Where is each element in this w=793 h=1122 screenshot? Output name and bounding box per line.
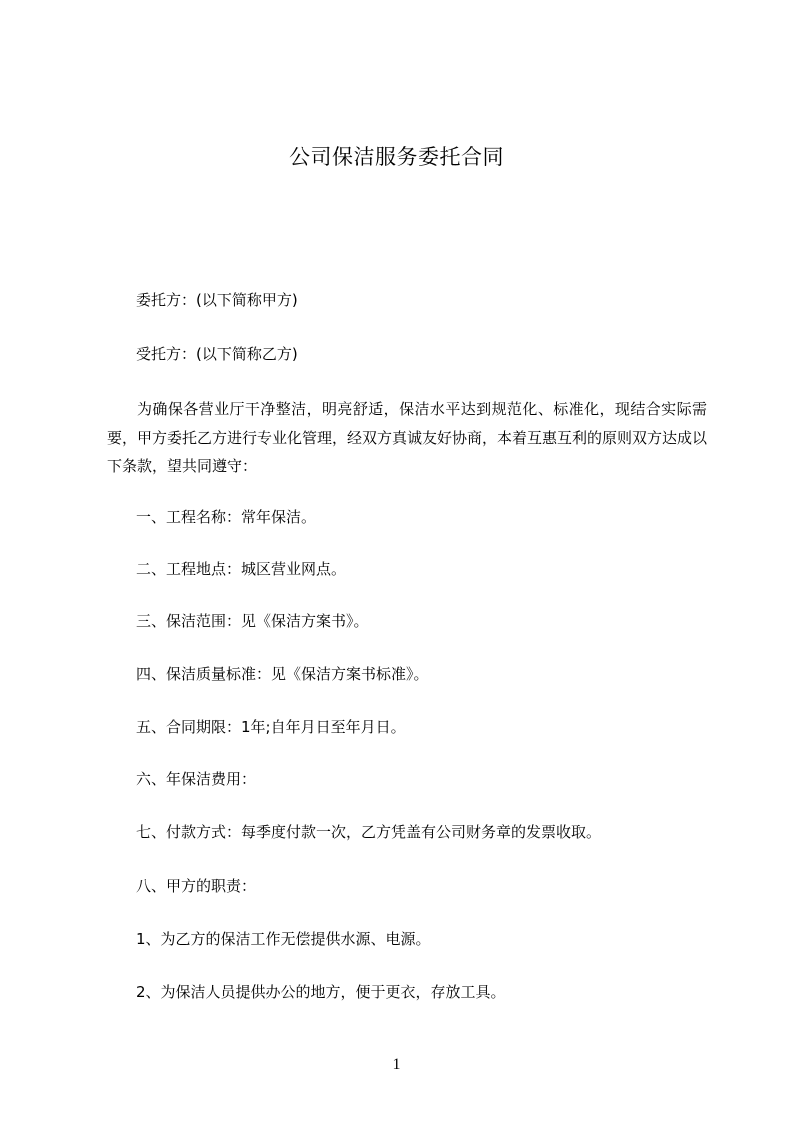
party-a-line: 委托方：(以下简称甲方) bbox=[136, 291, 298, 309]
clause-5: 五、合同期限：1年;自年月日至年月日。 bbox=[136, 718, 406, 736]
intro-paragraph: 为确保各营业厅干净整洁，明亮舒适，保洁水平达到规范化、标准化，现结合实际需要，甲方委托乙方进行专业化管理，经双方真诚友好协商，本着互惠互利的原则双方达成以下条款，望共同遵守： bbox=[107, 400, 708, 475]
clause-2: 二、工程地点：城区营业网点。 bbox=[136, 560, 347, 578]
clause-6: 六、年保洁费用： bbox=[136, 770, 257, 788]
clause-1: 一、工程名称：常年保洁。 bbox=[136, 508, 317, 526]
duty-item-1: 1、为乙方的保洁工作无偿提供水源、电源。 bbox=[136, 930, 431, 948]
duty-item-2: 2、为保洁人员提供办公的地方，便于更衣，存放工具。 bbox=[136, 983, 506, 1001]
clause-8: 八、甲方的职责： bbox=[136, 877, 257, 895]
page-number: 1 bbox=[392, 1056, 401, 1073]
clause-7: 七、付款方式：每季度付款一次，乙方凭盖有公司财务章的发票收取。 bbox=[136, 823, 602, 841]
party-b-line: 受托方：(以下简称乙方) bbox=[136, 345, 298, 363]
clause-4: 四、保洁质量标准：见《保洁方案书标准》。 bbox=[136, 665, 429, 683]
clause-3: 三、保洁范围：见《保洁方案书》。 bbox=[136, 612, 369, 630]
document-title: 公司保洁服务委托合同 bbox=[289, 145, 504, 169]
